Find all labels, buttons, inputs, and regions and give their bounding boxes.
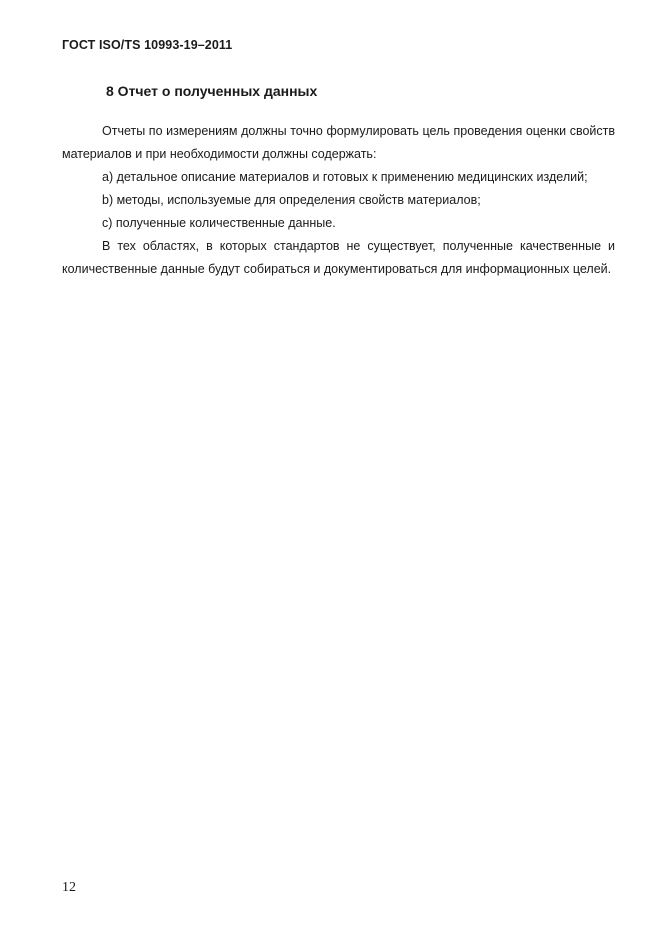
list-item-a: a) детальное описание материалов и готовых к применению медицинских изделий; [102,170,588,184]
section-heading: 8 Отчет о полученных данных [106,83,318,99]
list-item-c: c) полученные количественные данные. [102,216,336,230]
list-item-b: b) методы, используемые для определения свойств материалов; [102,193,481,207]
document-header: ГОСТ ISO/TS 10993-19–2011 [62,38,233,52]
section-body [62,120,615,281]
page-number: 12 [62,880,76,895]
paragraph-intro: Отчеты по измерениям должны точно формулировать цель проведения оценки свойств материалов и при необходимости должны содержать: [62,124,615,161]
paragraph-closing: В тех областях, в которых стандартов не существует, полученные качественные и количественные данные будут собираться и документироваться для информационных целей. [62,239,615,276]
